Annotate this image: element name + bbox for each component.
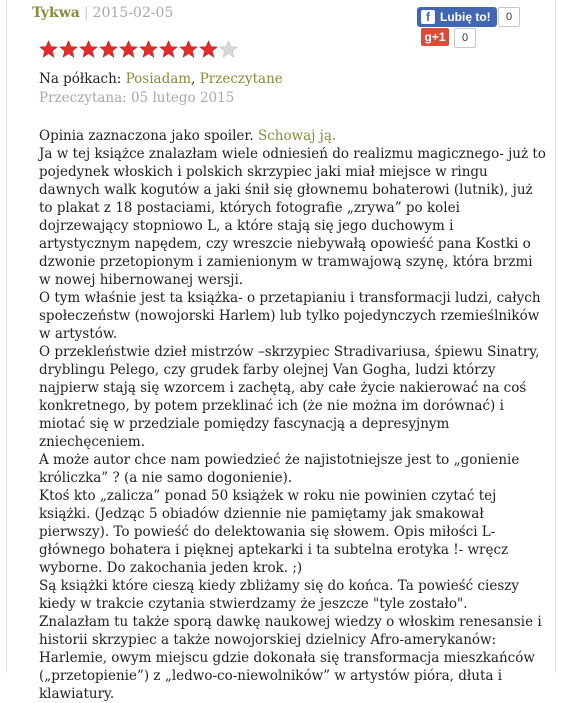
review-body xyxy=(39,127,546,703)
facebook-like-count: 0 xyxy=(498,7,520,27)
facebook-like-label: Lubię to! xyxy=(440,10,491,24)
spoiler-note-text: Opinia zaznaczona jako spoiler. xyxy=(39,128,254,144)
star-filled-icon[interactable] xyxy=(39,40,58,59)
shelf-link-posiadam[interactable]: Posiadam xyxy=(125,71,192,87)
facebook-icon: f xyxy=(421,10,435,24)
review-paragraph: O tym właśnie jest ta książka- o przetapianiu i transformacji ludzi, całych społeczeństw (nowojorski Harlem) lub tylko pojedynczych rzemieślników w artystów. xyxy=(39,290,541,342)
review-paragraph: Ktoś kto „zalicza” ponad 50 książek w roku nie powinien czytać tej książki. (Jedząc 5 obiadów dziennie nie pamiętamy jak smakował pierwszy). To powieść do delektowania się słowem. Opis miłości L-głównego bohatera i pięknej aptekarki i ta subtelna erotyka !- wręcz wyborne. Do zakochania jeden krok. ;) xyxy=(39,488,509,576)
header-separator: | xyxy=(83,5,89,21)
star-filled-icon[interactable] xyxy=(139,40,158,59)
star-filled-icon[interactable] xyxy=(159,40,178,59)
review-paragraph: Są książki które cieszą kiedy zbliżamy się do końca. Ta powieść cieszy kiedy w trakcie czytania stwierdzamy że jeszcze "tyle zostało". xyxy=(39,578,520,612)
google-plus-count: 0 xyxy=(454,28,476,48)
spoiler-notice xyxy=(39,127,546,145)
review-date: 2015-02-05 xyxy=(92,5,174,21)
review-paragraph: O przekleństwie dzieł mistrzów –skrzypiec Stradivariusa, śpiewu Sinatry, dryblingu Pelego, czy grudek farby olejnej Van Gogha, ludzi którzy najpierw stają się wzorcem i zachętą, aby całe życie nakierować na coś konkretnego, by potem przeklinać ich (że nie można im dorównać) i miotać się w przedziale pomiędzy fascynacją a depresyjnym zniechęceniem. xyxy=(39,344,540,450)
review-header xyxy=(32,5,173,21)
hide-spoiler-link[interactable]: Schowaj ją. xyxy=(257,128,337,144)
star-filled-icon[interactable] xyxy=(199,40,218,59)
review-paragraph: Znalazłam tu także sporą dawkę naukowej wiedzy o włoskim renesansie i historii skrzypiec a także nowojorskiej dzielnicy Afro-amerykanów: Harlemie, owym miejscu gdzie dokonała się transformacja mieszkańców („przetopienie”) z „ledwo-co-niewolników” w artystów pióra, dłuta i klawiatury. xyxy=(39,614,542,702)
author-link[interactable]: Tykwa xyxy=(32,5,80,21)
shelves-line: Na półkach: Posiadam, Przeczytane xyxy=(39,71,283,87)
star-filled-icon[interactable] xyxy=(179,40,198,59)
shelves-label: Na półkach: xyxy=(39,71,122,87)
star-filled-icon[interactable] xyxy=(99,40,118,59)
rating-stars xyxy=(39,40,239,59)
google-plus-button[interactable]: g+1 xyxy=(421,28,449,46)
review-paragraph: A może autor chce nam powiedzieć że najistotniejsze jest to „gonienie króliczka” ? (a nie samo dogonienie). xyxy=(39,452,520,486)
read-date-value: 05 lutego 2015 xyxy=(131,90,235,106)
star-filled-icon[interactable] xyxy=(119,40,138,59)
star-empty-icon[interactable] xyxy=(219,40,238,59)
review-paragraph: Ja w tej książce znalazłam wiele odniesień do realizmu magicznego- już to pojedynek włoskich i polskich skrzypiec jaki miał miejsce w ringu dawnych walk kogutów a jaki śnił się głownemu bohaterowi (lutnik), już to plakat z 18 postaciami, których fotografie „zrywa” po kolei dojrzewający stopniowo L, a które stają się jego duchowym i artystycznym napędem, czy wreszcie niebywałą opowieść pana Kostki o dzwonie przetopionym i zamienionym w tramwajową szynę, która brzmi w nowej hibernowanej wersji. xyxy=(39,146,546,288)
read-date-line xyxy=(39,90,234,106)
facebook-like-button[interactable] xyxy=(417,7,497,27)
star-filled-icon[interactable] xyxy=(59,40,78,59)
star-filled-icon[interactable] xyxy=(79,40,98,59)
read-date-label: Przeczytana: xyxy=(39,90,127,106)
shelf-link-przeczytane[interactable]: Przeczytane xyxy=(199,71,283,87)
